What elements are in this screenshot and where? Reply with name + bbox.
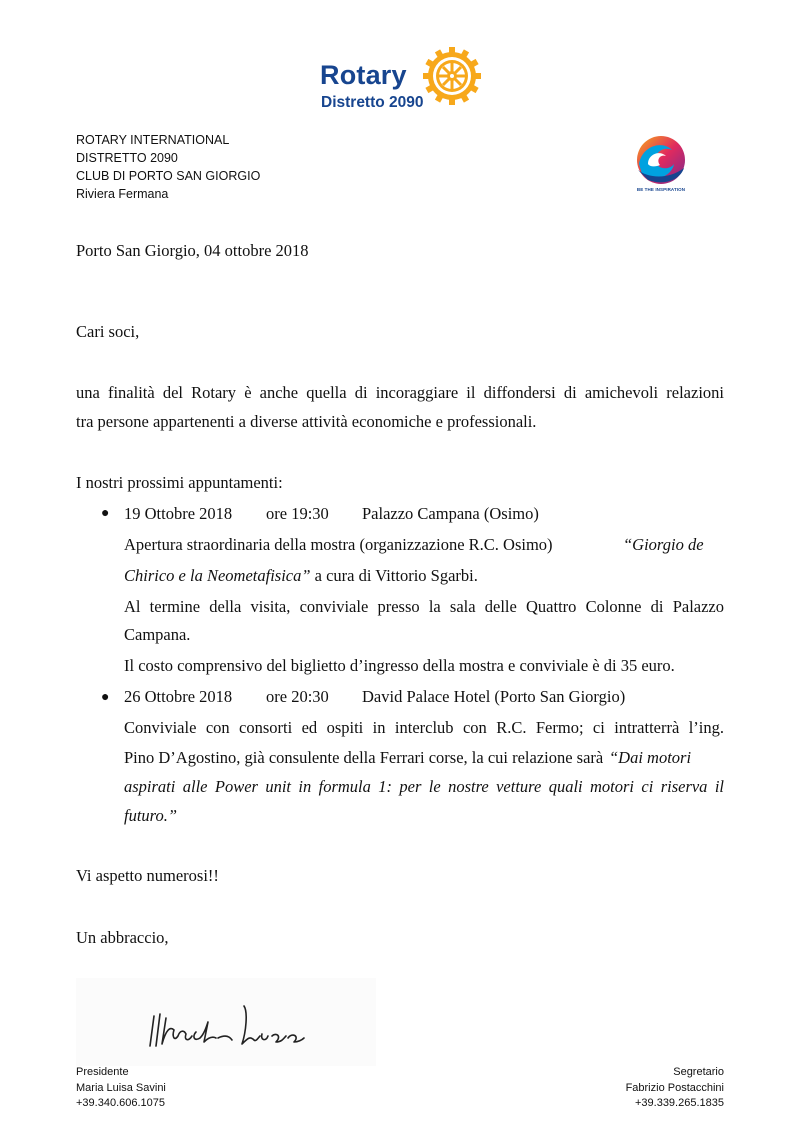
be-the-inspiration-icon (634, 134, 688, 186)
theme-logo (634, 134, 688, 198)
event-text: a cura di Vittorio Sgarbi. (310, 566, 478, 585)
address-line: DISTRETTO 2090 (76, 151, 178, 165)
event-description (124, 566, 478, 586)
rotary-district-logo (318, 44, 483, 116)
intro-line: una finalità del Rotary è anche quella di incoraggiare il diffondersi di amichevoli relazioni (76, 383, 724, 402)
event-time: ore 20:30 (266, 687, 329, 706)
event-cost: Il costo comprensivo del biglietto d’ingresso della mostra e conviviale è di 35 euro. (124, 656, 675, 675)
event-description (124, 535, 553, 555)
secretary-phone: +39.339.265.1835 (634, 1097, 724, 1109)
event-talk-title: aspirati alle Power unit in formula 1: per le nostre vetture quali motori ci riserva il (124, 777, 724, 796)
event-description: Campana. (124, 625, 191, 644)
secretary-signature-block (626, 1065, 724, 1112)
closing-line: Un abbraccio, (76, 928, 169, 947)
event-talk-title: futuro.” (124, 806, 178, 825)
letter-date: Porto San Giorgio, 04 ottobre 2018 (76, 241, 309, 260)
president-role: Presidente (76, 1066, 129, 1078)
event-exhibition-title: Chirico e la Neometafisica” (124, 566, 311, 585)
event-text: Apertura straordinaria della mostra (organizzazione R.C. Osimo) (124, 535, 553, 554)
event-date: 19 Ottobre 2018 (124, 504, 233, 523)
theme-tagline: BE THE INSPIRATION (636, 187, 686, 192)
bullet-icon: ● (101, 690, 110, 705)
secretary-role: Segretario (673, 1066, 724, 1078)
bullet-icon: ● (101, 506, 110, 521)
president-name: Maria Luisa Savini (76, 1081, 166, 1094)
event-talk-title: “Dai motori (609, 748, 692, 767)
event-place: Palazzo Campana (Osimo) (362, 504, 539, 523)
address-line: ROTARY INTERNATIONAL (76, 133, 230, 147)
secretary-name: Fabrizio Postacchini (625, 1081, 724, 1094)
rotary-wheel-icon (422, 46, 482, 106)
closing-line: Vi aspetto numerosi!! (76, 866, 219, 885)
event-time: ore 19:30 (266, 504, 329, 523)
greeting: Cari soci, (76, 322, 140, 341)
event-exhibition-title: “Giorgio de (623, 535, 704, 554)
handwritten-signature (148, 992, 308, 1052)
event-description: Al termine della visita, conviviale presso la sala delle Quattro Colonne di Palazzo (124, 597, 724, 616)
event-description: Pino D’Agostino, già consulente della Ferrari corse, la cui relazione sarà (124, 748, 604, 767)
event-place: David Palace Hotel (Porto San Giorgio) (362, 687, 626, 706)
event-description: Conviviale con consorti ed ospiti in interclub con R.C. Fermo; ci intratterrà l’ing. (124, 718, 724, 737)
event-date: 26 Ottobre 2018 (124, 687, 233, 706)
address-line: Riviera Fermana (76, 187, 169, 201)
president-phone: +39.340.606.1075 (76, 1097, 166, 1109)
events-heading: I nostri prossimi appuntamenti: (76, 473, 283, 492)
club-address-block (76, 131, 260, 203)
logo-district: Distretto 2090 (321, 94, 424, 111)
address-line: CLUB DI PORTO SAN GIORGIO (76, 169, 261, 183)
intro-line: tra persone appartenenti a diverse attività economiche e professionali. (76, 412, 537, 431)
president-signature-block (76, 1065, 166, 1112)
logo-wordmark: Rotary (320, 60, 407, 90)
